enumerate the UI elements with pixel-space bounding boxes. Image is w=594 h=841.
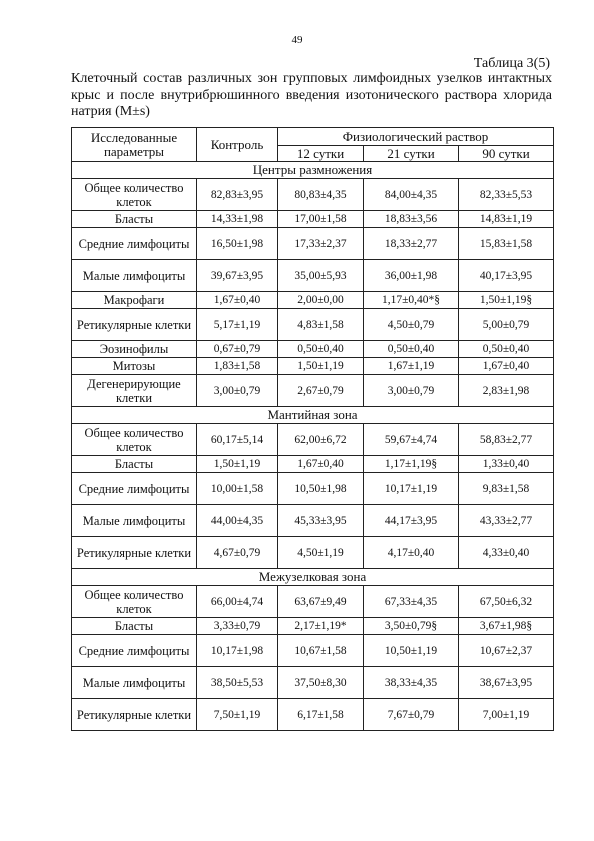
cell-control: 7,50±1,19 bbox=[197, 699, 278, 731]
row-parameter: Ретикулярные клетки bbox=[72, 699, 197, 731]
cell-d12: 2,17±1,19* bbox=[278, 618, 364, 635]
cell-d90: 15,83±1,58 bbox=[459, 228, 554, 260]
cell-control: 14,33±1,98 bbox=[197, 211, 278, 228]
cell-d90: 3,67±1,98§ bbox=[459, 618, 554, 635]
cell-d21: 4,17±0,40 bbox=[364, 537, 459, 569]
row-parameter: Ретикулярные клетки bbox=[72, 309, 197, 341]
cell-d21: 3,00±0,79 bbox=[364, 375, 459, 407]
cell-control: 82,83±3,95 bbox=[197, 179, 278, 211]
cell-d21: 67,33±4,35 bbox=[364, 586, 459, 618]
cell-d12: 62,00±6,72 bbox=[278, 424, 364, 456]
cell-d21: 44,17±3,95 bbox=[364, 505, 459, 537]
cell-control: 1,83±1,58 bbox=[197, 358, 278, 375]
table-row bbox=[72, 635, 554, 667]
table-row bbox=[72, 456, 554, 473]
section-title: Центры размножения bbox=[72, 162, 554, 179]
cell-d21: 10,50±1,19 bbox=[364, 635, 459, 667]
table-row bbox=[72, 505, 554, 537]
cell-d21: 3,50±0,79§ bbox=[364, 618, 459, 635]
cell-d90: 10,67±2,37 bbox=[459, 635, 554, 667]
cell-control: 0,67±0,79 bbox=[197, 341, 278, 358]
table-row bbox=[72, 473, 554, 505]
cell-d12: 2,00±0,00 bbox=[278, 292, 364, 309]
row-parameter: Малые лимфоциты bbox=[72, 667, 197, 699]
row-parameter: Эозинофилы bbox=[72, 341, 197, 358]
table-row bbox=[72, 292, 554, 309]
header-control: Контроль bbox=[197, 128, 278, 162]
cell-d21: 7,67±0,79 bbox=[364, 699, 459, 731]
cell-d12: 45,33±3,95 bbox=[278, 505, 364, 537]
row-parameter: Бласты bbox=[72, 618, 197, 635]
row-parameter: Малые лимфоциты bbox=[72, 505, 197, 537]
cell-d12: 80,83±4,35 bbox=[278, 179, 364, 211]
cell-d12: 37,50±8,30 bbox=[278, 667, 364, 699]
table-row bbox=[72, 618, 554, 635]
data-table bbox=[71, 127, 554, 731]
cell-d90: 4,33±0,40 bbox=[459, 537, 554, 569]
cell-d21: 1,67±1,19 bbox=[364, 358, 459, 375]
header-params: Исследованные параметры bbox=[72, 128, 197, 162]
cell-d21: 0,50±0,40 bbox=[364, 341, 459, 358]
row-parameter: Дегенерирующие клетки bbox=[72, 375, 197, 407]
row-parameter: Средние лимфоциты bbox=[72, 228, 197, 260]
cell-d90: 0,50±0,40 bbox=[459, 341, 554, 358]
header-day-90: 90 сутки bbox=[459, 146, 554, 162]
section-title: Межузелковая зона bbox=[72, 569, 554, 586]
cell-control: 44,00±4,35 bbox=[197, 505, 278, 537]
cell-d21: 1,17±0,40*§ bbox=[364, 292, 459, 309]
cell-d90: 9,83±1,58 bbox=[459, 473, 554, 505]
table-row bbox=[72, 667, 554, 699]
cell-d12: 6,17±1,58 bbox=[278, 699, 364, 731]
row-parameter: Малые лимфоциты bbox=[72, 260, 197, 292]
row-parameter: Средние лимфоциты bbox=[72, 635, 197, 667]
cell-control: 4,67±0,79 bbox=[197, 537, 278, 569]
cell-d12: 35,00±5,93 bbox=[278, 260, 364, 292]
section-title: Мантийная зона bbox=[72, 407, 554, 424]
cell-d90: 2,83±1,98 bbox=[459, 375, 554, 407]
cell-d21: 36,00±1,98 bbox=[364, 260, 459, 292]
table-row bbox=[72, 341, 554, 358]
table-row bbox=[72, 375, 554, 407]
cell-control: 3,00±0,79 bbox=[197, 375, 278, 407]
cell-d90: 5,00±0,79 bbox=[459, 309, 554, 341]
cell-d12: 4,50±1,19 bbox=[278, 537, 364, 569]
table-row bbox=[72, 699, 554, 731]
header-day-12: 12 сутки bbox=[278, 146, 364, 162]
section-row bbox=[72, 569, 554, 586]
cell-d90: 67,50±6,32 bbox=[459, 586, 554, 618]
cell-d90: 1,50±1,19§ bbox=[459, 292, 554, 309]
table-row bbox=[72, 424, 554, 456]
cell-d21: 84,00±4,35 bbox=[364, 179, 459, 211]
cell-d21: 18,33±2,77 bbox=[364, 228, 459, 260]
section-row bbox=[72, 407, 554, 424]
cell-control: 10,00±1,58 bbox=[197, 473, 278, 505]
row-parameter: Общее количество клеток bbox=[72, 424, 197, 456]
table-caption: Клеточный состав различных зон групповых лимфоидных узелков интактных крыс и после внутрибрюшинного введения изотонического раствора хлорида натрия (M±s) bbox=[71, 71, 552, 119]
cell-d12: 2,67±0,79 bbox=[278, 375, 364, 407]
table-row bbox=[72, 537, 554, 569]
cell-d12: 63,67±9,49 bbox=[278, 586, 364, 618]
cell-d90: 14,83±1,19 bbox=[459, 211, 554, 228]
row-parameter: Ретикулярные клетки bbox=[72, 537, 197, 569]
table-row bbox=[72, 228, 554, 260]
cell-control: 3,33±0,79 bbox=[197, 618, 278, 635]
cell-d21: 1,17±1,19§ bbox=[364, 456, 459, 473]
cell-d90: 1,33±0,40 bbox=[459, 456, 554, 473]
cell-d21: 18,83±3,56 bbox=[364, 211, 459, 228]
table-row bbox=[72, 179, 554, 211]
row-parameter: Общее количество клеток bbox=[72, 586, 197, 618]
cell-d90: 43,33±2,77 bbox=[459, 505, 554, 537]
cell-d90: 38,67±3,95 bbox=[459, 667, 554, 699]
header-group: Физиологический раствор bbox=[278, 128, 554, 146]
table-row bbox=[72, 586, 554, 618]
cell-d12: 17,33±2,37 bbox=[278, 228, 364, 260]
table-row bbox=[72, 309, 554, 341]
cell-d12: 17,00±1,58 bbox=[278, 211, 364, 228]
cell-control: 39,67±3,95 bbox=[197, 260, 278, 292]
cell-d12: 1,67±0,40 bbox=[278, 456, 364, 473]
cell-d21: 38,33±4,35 bbox=[364, 667, 459, 699]
cell-control: 60,17±5,14 bbox=[197, 424, 278, 456]
row-parameter: Макрофаги bbox=[72, 292, 197, 309]
cell-control: 1,67±0,40 bbox=[197, 292, 278, 309]
cell-control: 38,50±5,53 bbox=[197, 667, 278, 699]
cell-d90: 1,67±0,40 bbox=[459, 358, 554, 375]
section-row bbox=[72, 162, 554, 179]
cell-d21: 59,67±4,74 bbox=[364, 424, 459, 456]
cell-d90: 40,17±3,95 bbox=[459, 260, 554, 292]
cell-d12: 10,67±1,58 bbox=[278, 635, 364, 667]
row-parameter: Митозы bbox=[72, 358, 197, 375]
row-parameter: Бласты bbox=[72, 456, 197, 473]
row-parameter: Средние лимфоциты bbox=[72, 473, 197, 505]
cell-d90: 82,33±5,53 bbox=[459, 179, 554, 211]
cell-control: 66,00±4,74 bbox=[197, 586, 278, 618]
table-row bbox=[72, 211, 554, 228]
cell-d21: 10,17±1,19 bbox=[364, 473, 459, 505]
cell-d12: 10,50±1,98 bbox=[278, 473, 364, 505]
cell-control: 5,17±1,19 bbox=[197, 309, 278, 341]
row-parameter: Общее количество клеток bbox=[72, 179, 197, 211]
table-row bbox=[72, 358, 554, 375]
table-body bbox=[72, 162, 554, 731]
header-day-21: 21 сутки bbox=[364, 146, 459, 162]
cell-d12: 0,50±0,40 bbox=[278, 341, 364, 358]
page-number: 49 bbox=[291, 34, 303, 46]
cell-d90: 58,83±2,77 bbox=[459, 424, 554, 456]
cell-control: 16,50±1,98 bbox=[197, 228, 278, 260]
cell-control: 1,50±1,19 bbox=[197, 456, 278, 473]
cell-control: 10,17±1,98 bbox=[197, 635, 278, 667]
row-parameter: Бласты bbox=[72, 211, 197, 228]
cell-d12: 1,50±1,19 bbox=[278, 358, 364, 375]
cell-d21: 4,50±0,79 bbox=[364, 309, 459, 341]
table-row bbox=[72, 260, 554, 292]
cell-d90: 7,00±1,19 bbox=[459, 699, 554, 731]
table-label: Таблица 3(5) bbox=[473, 56, 550, 71]
cell-d12: 4,83±1,58 bbox=[278, 309, 364, 341]
